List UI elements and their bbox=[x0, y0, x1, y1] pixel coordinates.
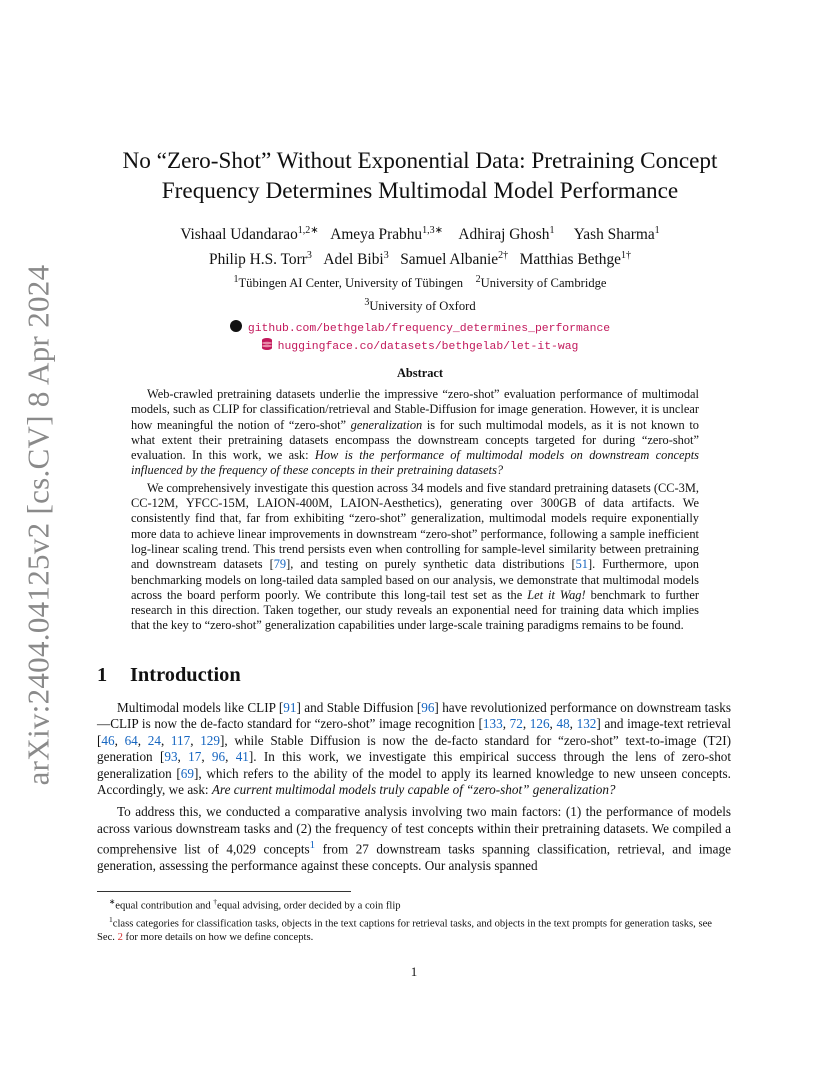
citation-link[interactable]: 69 bbox=[180, 765, 194, 781]
body-text: ], which refers to the ability of the model to apply its learned knowledge to new unseen concepts. Accordingly, we ask: bbox=[97, 765, 731, 798]
abstract-text: benchmark to further research in this direction. Taken together, our study reveals an exponential need for training data which implies that the key to “zero-shot” generalization capabilities under large-scale training paradigms remains to be found. bbox=[131, 587, 699, 633]
affiliation-line-2 bbox=[90, 293, 750, 316]
citation-link[interactable]: 48 bbox=[556, 716, 570, 732]
citation-link[interactable]: 17 bbox=[188, 749, 202, 765]
body-text: Multimodal models like CLIP [ bbox=[117, 700, 284, 715]
abstract-paragraph-2 bbox=[131, 481, 699, 634]
author-list bbox=[90, 220, 750, 270]
affiliation-mark: 2 bbox=[475, 274, 481, 285]
author-affil-mark: 1,2∗ bbox=[297, 225, 319, 236]
github-link-row bbox=[90, 320, 750, 338]
footnote-equal-contribution bbox=[97, 895, 731, 913]
title-line-1: No “Zero-Shot” Without Exponential Data: Pretraining Concept bbox=[122, 148, 718, 174]
section-reference-link[interactable]: 2 bbox=[117, 931, 123, 943]
author-line-2 bbox=[90, 245, 750, 270]
author-name: Yash Sharma bbox=[573, 226, 655, 244]
footnote-text: equal contribution and bbox=[115, 900, 214, 912]
author-name: Samuel Albanie bbox=[400, 251, 499, 269]
resource-links bbox=[90, 320, 750, 356]
author-affil-mark: 1† bbox=[620, 250, 631, 262]
github-link[interactable]: github.com/bethgelab/frequency_determines_performance bbox=[247, 323, 611, 335]
affiliations bbox=[90, 270, 750, 316]
abstract-body bbox=[131, 387, 699, 636]
author-line-1 bbox=[90, 220, 750, 245]
author-affil-mark: 3 bbox=[306, 250, 312, 262]
abstract-heading: Abstract bbox=[396, 366, 444, 380]
citation-link[interactable]: 117 bbox=[170, 732, 191, 748]
author-name: Matthias Bethge bbox=[519, 251, 621, 269]
citation-link[interactable]: 79 bbox=[273, 557, 287, 572]
citation-link[interactable]: 41 bbox=[235, 749, 249, 765]
citation-link[interactable]: 132 bbox=[576, 716, 597, 732]
author-name: Adhiraj Ghosh bbox=[458, 226, 550, 244]
huggingface-link[interactable]: huggingface.co/datasets/bethgelab/let-it-wag bbox=[277, 341, 579, 353]
footnote-divider bbox=[97, 891, 351, 892]
abstract-text: ]. Furthermore, upon benchmarking models on long-tailed data sampled based on our analysis, we demonstrate that multimodal models across the board perform poorly. We contribute this long-tail test set as the bbox=[131, 557, 699, 602]
affiliation-name: University of Cambridge bbox=[480, 276, 607, 291]
footnote-mark: 1 bbox=[109, 914, 113, 924]
citation-link[interactable]: 72 bbox=[509, 716, 523, 732]
footnote-text: class categories for classification tasks, objects in the text captions for retrieval tasks, and objects in the text prompts for generation tasks, see Sec. bbox=[97, 918, 713, 943]
affiliation-mark: 1 bbox=[233, 274, 239, 285]
abstract-paragraph-1 bbox=[131, 387, 699, 479]
introduction-body bbox=[97, 700, 731, 880]
author-affil-mark: 3 bbox=[383, 250, 389, 262]
affiliation-name: Tübingen AI Center, University of Tübingen bbox=[238, 276, 463, 291]
footnote-marker[interactable]: 1 bbox=[309, 839, 316, 852]
abstract-text: ], and testing on purely synthetic data distributions [ bbox=[286, 557, 576, 572]
body-text: To address this, we conducted a comparative analysis involving two main factors: (1) the performance of models across various downstream tasks and (2) the frequency of test concepts within their pretraining datasets. We compiled a comprehensive list of 4,029 concepts bbox=[97, 804, 731, 857]
body-paragraph-2 bbox=[97, 804, 731, 874]
citation-link[interactable]: 129 bbox=[200, 732, 220, 748]
huggingface-link-row bbox=[90, 338, 750, 356]
abstract-text: is for such multimodal models, as it is not known to what extent their pretraining datasets encompass the downstream concepts targeted for during “zero-shot” evaluation. In this work, we ask: bbox=[131, 417, 699, 463]
section-heading bbox=[97, 664, 241, 687]
citation-link[interactable]: 96 bbox=[421, 700, 435, 715]
arxiv-sidebar-stamp bbox=[18, 264, 58, 786]
arxiv-id-text: arXiv:2404.04125v2 [cs.CV] 8 Apr 2024 bbox=[20, 264, 55, 786]
author-name: Adel Bibi bbox=[323, 251, 384, 269]
research-question: Are current multimodal models truly capable of “zero-shot” generalization? bbox=[211, 782, 616, 798]
section-title: Introduction bbox=[130, 664, 241, 686]
database-icon bbox=[262, 338, 272, 350]
affiliation-mark: 3 bbox=[364, 297, 370, 309]
citation-link[interactable]: 91 bbox=[283, 700, 297, 715]
abstract-question: How is the performance of multimodal models on downstream concepts influenced by the frequency of these concepts in their pretraining datasets? bbox=[131, 448, 699, 478]
body-paragraph-1: Multimodal models like CLIP [91] and Stable Diffusion [96] have revolutionized performance on downstream tasks—CLIP is now the de-facto standard for “zero-shot” image recognition [133, 72, 126, 48, 132] and image-text retrieval [46, 64, 24, 117, 129], while Stable Diffusion is now the de-facto standard for “zero-shot” text-to-image (T2I) generation [93, 17, 96, 41]. In this work, we investigate this empirical success through the lens of zero-shot generalization [69], which refers to the ability of the model to apply its learned knowledge to new unseen concepts. Accordingly, we ask: Are current multimodal models truly capable of “zero-shot” generalization? bbox=[97, 700, 732, 798]
github-icon bbox=[230, 320, 242, 332]
citation-link[interactable]: 64 bbox=[124, 732, 138, 748]
author-name: Vishaal Udandarao bbox=[180, 226, 298, 244]
paper-title bbox=[90, 146, 750, 206]
footnote-concepts bbox=[97, 913, 731, 944]
author-name: Ameya Prabhu bbox=[330, 226, 423, 244]
benchmark-name: Let it Wag! bbox=[527, 587, 586, 602]
body-text: ] have revolutionized performance on downstream tasks—CLIP is now the de-facto standard for “zero-shot” image recognition [ bbox=[97, 700, 731, 732]
footnote-text: for more details on how we define concepts. bbox=[122, 931, 314, 943]
citation-link[interactable]: 126 bbox=[529, 716, 550, 732]
footnote-text: equal advising, order decided by a coin flip bbox=[217, 900, 401, 912]
affiliation-line-1 bbox=[90, 270, 750, 293]
affiliation-name: University of Oxford bbox=[369, 299, 476, 314]
citation-link[interactable]: 46 bbox=[101, 732, 115, 748]
title-line-2: Frequency Determines Multimodal Model Performance bbox=[161, 178, 679, 204]
author-affil-mark: 1 bbox=[654, 225, 660, 236]
citation-link[interactable]: 93 bbox=[164, 749, 178, 765]
body-text: ], while Stable Diffusion is now the de-facto standard for “zero-shot” text-to-image (T2I) generation [ bbox=[97, 732, 731, 765]
citation-link[interactable]: 133 bbox=[482, 716, 503, 732]
footnote-mark: ∗ bbox=[109, 897, 116, 906]
abstract-emphasis: generalization bbox=[350, 417, 423, 432]
citation-link[interactable]: 24 bbox=[147, 732, 161, 748]
abstract-text: Web-crawled pretraining datasets underlie the impressive “zero-shot” evaluation performance of multimodal models, such as CLIP for classification/retrieval and Stable-Diffusion for image generation. However, it is unclear how meaningful the notion of “zero-shot” bbox=[131, 387, 699, 432]
citation-link[interactable]: 51 bbox=[575, 557, 588, 572]
author-affil-mark: 2† bbox=[498, 250, 509, 262]
body-text: ] and image-text retrieval [ bbox=[97, 716, 732, 748]
body-text: from 27 downstream tasks spanning classification, retrieval, and image generation, assessing the performance against these concepts. Our analysis spanned bbox=[97, 841, 731, 874]
body-text: ]. In this work, we investigate this empirical success through the lens of zero-shot generalization [ bbox=[97, 749, 732, 781]
citation-link[interactable]: 96 bbox=[211, 749, 226, 765]
author-affil-mark: 1 bbox=[549, 225, 555, 236]
body-text: ] and Stable Diffusion [ bbox=[296, 700, 422, 715]
abstract-text: We comprehensively investigate this question across 34 models and five standard pretraining datasets (CC-3M, CC-12M, YFCC-15M, LAION-400M, LAION-Aesthetics), generating over 300GB of data artifacts. We consistently find that, far from exhibiting “zero-shot” generalization, multimodal models require exponentially more data to achieve linear improvements in downstream “zero-shot” performance, following a sample inefficient log-linear scaling trend. This trend persists even when controlling for sample-level similarity between pretraining and downstream datasets [ bbox=[131, 480, 699, 572]
author-name: Philip H.S. Torr bbox=[209, 251, 307, 269]
page-number: 1 bbox=[410, 964, 418, 979]
section-number: 1 bbox=[97, 664, 108, 686]
footnotes bbox=[97, 895, 731, 944]
author-affil-mark: 1,3∗ bbox=[422, 225, 444, 236]
footnote-mark: † bbox=[213, 897, 218, 906]
